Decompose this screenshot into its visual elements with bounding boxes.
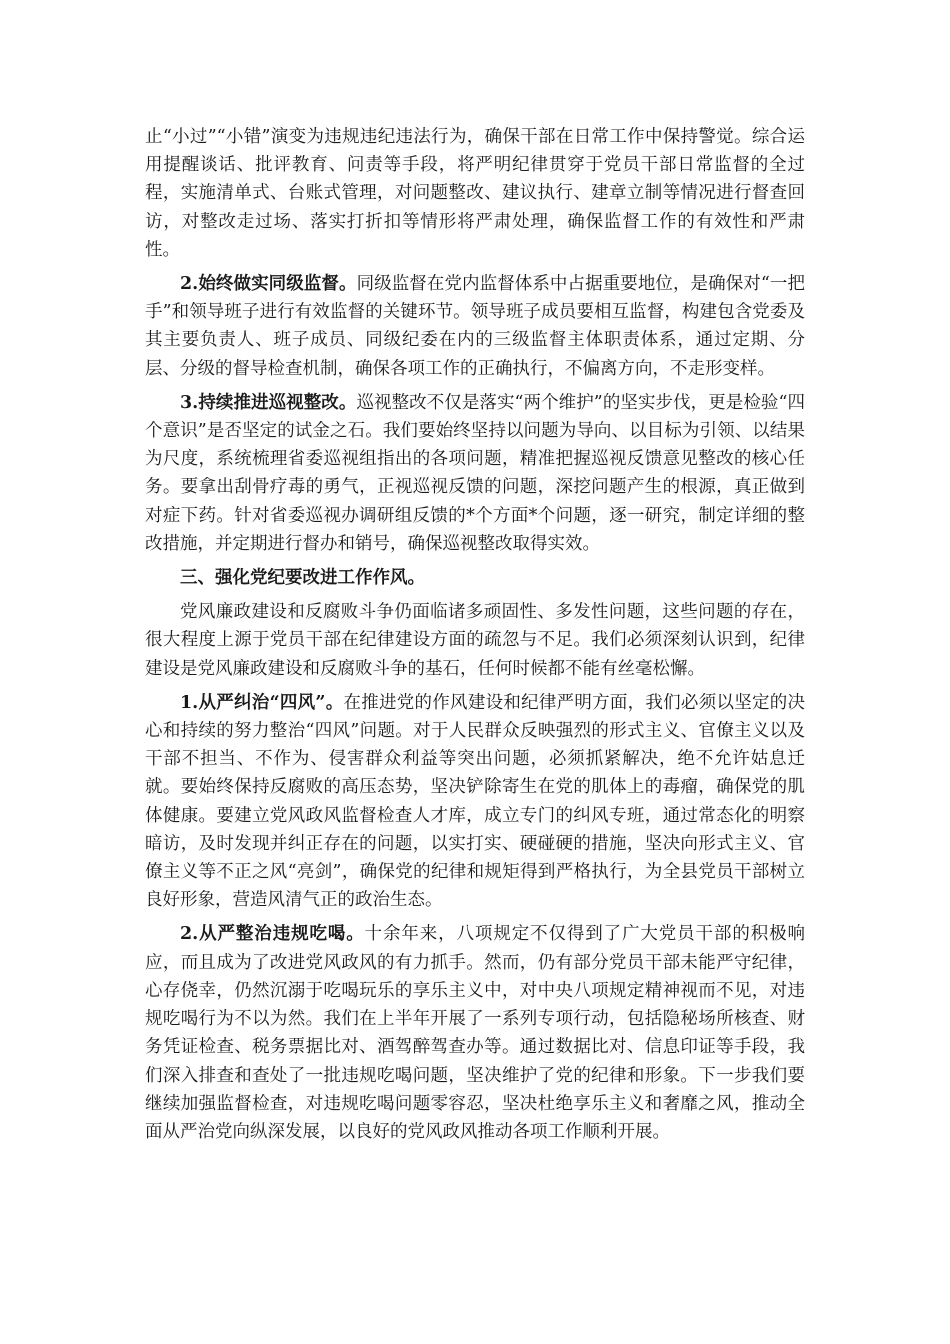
paragraph-body: 十余年来，八项规定不仅得到了广大党员干部的积极响应，而且成为了改进党风政风的有力抓手。然而，仍有部分党员干部未能严守纪律，心存侥幸，仍然沉溺于吃喝玩乐的享乐主义中，对中央八项规定精神视而不见，对违规吃喝行为不以为然。我们在上半年开展了一系列专项行动，包括隐秘场所核查、财务凭证检查、税务票据比对、酒驾醉驾查办等。通过数据比对、信息印证等手段，我们深入排查和查处了一批违规吃喝问题，坚决维护了党的纪律和形象。下一步我们要继续加强监督检查，对违规吃喝问题零容忍，坚决杜绝享乐主义和奢靡之风，推动全面从严治党向纵深发展，以良好的党风政风推动各项工作顺利开展。 bbox=[145, 924, 805, 1142]
paragraph-illegal-dining bbox=[145, 920, 805, 1146]
paragraph-body: 同级监督在党内监督体系中占据重要地位，是确保对“一把手”和领导班子进行有效监督的关键环节。领导班子成员要相互监督，构建包含党委及其主要负责人、班子成员、同级纪委在内的三级监督主体职责体系，通过定期、分层、分级的督导检查机制，确保各项工作的正确执行，不偏离方向，不走形变样。 bbox=[145, 274, 805, 379]
subheading-inspection-rectification: 3.持续推进巡视整改。 bbox=[180, 392, 357, 413]
paragraph-continuation: 止“小过”“小错”演变为违规违纪违法行为，确保干部在日常工作中保持警觉。综合运用提醒谈话、批评教育、问责等手段，将严明纪律贯穿于党员干部日常监督的全过程，实施清单式、台账式管理，对问题整改、建议执行、建章立制等情况进行督查回访，对整改走过场、落实打折扣等情形将严肃处理，确保监督工作的有效性和严肃性。 bbox=[145, 127, 805, 260]
paragraph-body: 在推进党的作风建设和纪律严明方面，我们必须以坚定的决心和持续的努力整治“四风”问题。对于人民群众反映强烈的形式主义、官僚主义以及干部不担当、不作为、侵害群众利益等突出问题，必须抓紧解决，绝不允许姑息迁就。要始终保持反腐败的高压态势，坚决铲除寄生在党的肌体上的毒瘤，确保党的肌体健康。要建立党风政风监督检查人才库，成立专门的纠风专班，通过常态化的明察暗访，及时发现并纠正存在的问题，以实打实、硬碰硬的措施，坚决向形式主义、官僚主义等不正之风“亮剑”，确保党的纪律和规矩得到严格执行，为全县党员干部树立良好形象，营造风清气正的政治生态。 bbox=[145, 692, 805, 911]
paragraph-four-winds bbox=[145, 689, 805, 915]
section-heading-3: 三、强化党纪要改进工作作风。 bbox=[180, 568, 425, 589]
paragraph-inspection-rectification bbox=[145, 389, 805, 558]
subheading-illegal-dining: 2.从严整治违规吃喝。 bbox=[180, 924, 365, 945]
paragraph-section-intro: 党风廉政建设和反腐败斗争仍面临诸多顽固性、多发性问题，这些问题的存在，很大程度上源于党员干部在纪律建设方面的疏忽与不足。我们必须深刻认识到，纪律建设是党风廉政建设和反腐败斗争的基石，任何时候都不能有丝毫松懈。 bbox=[145, 602, 805, 679]
subheading-peer-supervision: 2.始终做实同级监督。 bbox=[180, 274, 357, 295]
document-page bbox=[145, 123, 805, 1152]
subheading-four-winds: 1.从严纠治“四风”。 bbox=[180, 692, 344, 713]
paragraph-body: 巡视整改不仅是落实“两个维护”的坚实步伐，更是检验“四个意识”是否坚定的试金之石。我们要始终坚持以问题为导向、以目标为引领、以结果为尺度，系统梳理省委巡视组指出的各项问题，精准把握巡视反馈意见整改的核心任务。要拿出刮骨疗毒的勇气，正视巡视反馈的问题，深挖问题产生的根源，真正做到对症下药。针对省委巡视办调研组反馈的*个方面*个问题，逐一研究，制定详细的整改措施，并定期进行督办和销号，确保巡视整改取得实效。 bbox=[145, 392, 805, 554]
paragraph-peer-supervision bbox=[145, 270, 805, 383]
